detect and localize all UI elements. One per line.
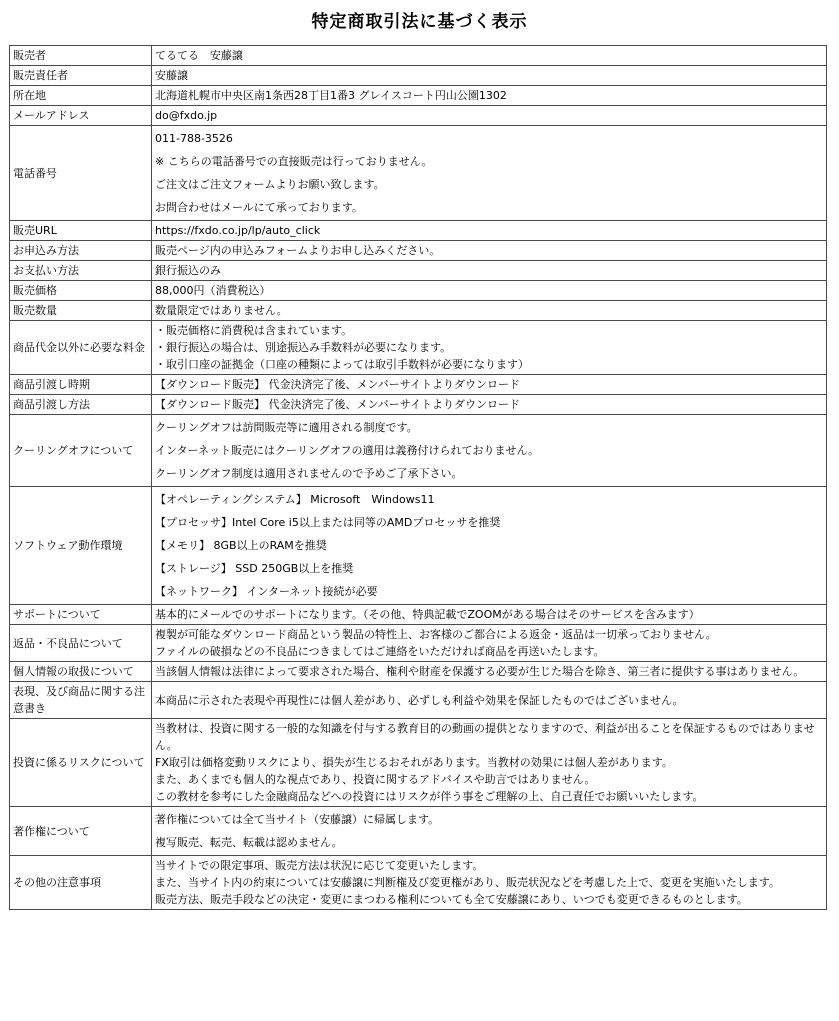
value-line: 複写販売、転売、転載は認めません。 <box>155 836 343 849</box>
value-line: 販売方法、販売手段などの決定・変更にまつわる権利についても全て安藤譲にあり、いつでも変更できるものとします。 <box>155 893 748 906</box>
table-row <box>10 719 827 807</box>
row-value <box>152 106 827 126</box>
row-label: 返品・不良品について <box>10 625 152 662</box>
value-line: 【オペレーティングシステム】 Microsoft Windows11 <box>155 493 435 506</box>
row-label: 所在地 <box>10 86 152 106</box>
table-row <box>10 301 827 321</box>
row-value <box>152 719 827 807</box>
row-label: 商品引渡し時期 <box>10 375 152 395</box>
table-row <box>10 321 827 375</box>
row-value <box>152 86 827 106</box>
row-label: 販売URL <box>10 221 152 241</box>
table-row <box>10 46 827 66</box>
value-line: 【ストレージ】 SSD 250GB以上を推奨 <box>155 562 354 575</box>
table-row <box>10 86 827 106</box>
value-line: 当教材は、投資に関する一般的な知識を付与する教育目的の動画の提供となりますので、利益が出ることを保証するものではありません。 <box>155 722 815 752</box>
row-label: ソフトウェア動作環境 <box>10 487 152 605</box>
value-line: また、当サイト内の約束については安藤譲に判断権及び変更権があり、販売状況などを考慮した上で、変更を実施いたします。 <box>155 876 780 889</box>
value-line: 販売ページ内の申込みフォームよりお申し込みください。 <box>155 244 441 257</box>
value-line: クーリングオフは訪問販売等に適用される制度です。 <box>155 421 418 434</box>
value-line: ・銀行振込の場合は、別途振込み手数料が必要になります。 <box>155 341 452 354</box>
value-line: 本商品に示された表現や再現性には個人差があり、必ずしも利益や効果を保証したものではございません。 <box>155 693 684 707</box>
value-line: 【ネットワーク】 インターネット接続が必要 <box>155 585 378 598</box>
row-value <box>152 682 827 719</box>
value-line: 数量限定ではありません。 <box>155 304 288 317</box>
value-line: 【プロセッサ】Intel Core i5以上または同等のAMDプロセッサを推奨 <box>155 516 501 529</box>
value-line: 著作権については全て当サイト（安藤譲）に帰属します。 <box>155 813 440 826</box>
row-value <box>152 241 827 261</box>
row-label: 販売価格 <box>10 281 152 301</box>
row-value <box>152 46 827 66</box>
value-line: 【ダウンロード販売】 代金決済完了後、メンバーサイトよりダウンロード <box>155 378 520 391</box>
value-line: 複製が可能なダウンロード商品という製品の特性上、お客様のご都合による返金・返品は一切承っておりません。 <box>155 628 717 641</box>
table-row <box>10 395 827 415</box>
value-line: インターネット販売にはクーリングオフの適用は義務付けられておりません。 <box>155 444 540 457</box>
row-value <box>152 856 827 910</box>
email-link[interactable]: do@fxdo.jp <box>155 109 218 122</box>
row-value <box>152 66 827 86</box>
commercial-law-table <box>9 45 827 910</box>
table-row <box>10 415 827 487</box>
page-title: 特定商取引法に基づく表示 <box>311 12 528 32</box>
table-row <box>10 375 827 395</box>
row-value <box>152 807 827 856</box>
table-row <box>10 66 827 86</box>
table-row <box>10 221 827 241</box>
row-label: 著作権について <box>10 807 152 856</box>
value-line: 011-788-3526 <box>155 132 233 145</box>
row-label: お申込み方法 <box>10 241 152 261</box>
table-row <box>10 662 827 682</box>
row-label: 販売数量 <box>10 301 152 321</box>
row-label: 表現、及び商品に関する注意書き <box>10 682 152 719</box>
row-label: 個人情報の取扱について <box>10 662 152 682</box>
row-value <box>152 281 827 301</box>
value-line: 88,000円（消費税込） <box>155 284 271 297</box>
row-value <box>152 126 827 221</box>
value-line: この教材を参考にした金融商品などへの投資にはリスクが伴う事をご理解の上、自己責任でお願いいたします。 <box>155 790 704 803</box>
value-line: 当該個人情報は法律によって要求された場合、権利や財産を保護する必要が生じた場合を除き、第三者に提供する事はありません。 <box>155 665 805 678</box>
row-value <box>152 301 827 321</box>
table-row <box>10 261 827 281</box>
value-line: 銀行振込のみ <box>155 264 221 277</box>
value-line: てるてる 安藤譲 <box>155 49 243 62</box>
table-row <box>10 605 827 625</box>
row-label: メールアドレス <box>10 106 152 126</box>
value-line: クーリングオフ制度は適用されませんので予めご了承下さい。 <box>155 467 463 480</box>
row-label: その他の注意事項 <box>10 856 152 910</box>
row-label: 販売者 <box>10 46 152 66</box>
value-line: 【メモリ】 8GB以上のRAMを推奨 <box>155 539 327 552</box>
row-value <box>152 487 827 605</box>
value-line: また、あくまでも個人的な視点であり、投資に関するアドバイスや助言ではありません。 <box>155 773 596 786</box>
value-line: ・取引口座の証拠金（口座の種類によっては取引手数料が必要になります） <box>155 358 529 371</box>
row-value <box>152 221 827 241</box>
row-label: 商品引渡し方法 <box>10 395 152 415</box>
table-row <box>10 625 827 662</box>
value-line: ・販売価格に消費税は含まれています。 <box>155 324 353 337</box>
table-row <box>10 682 827 719</box>
row-value <box>152 415 827 487</box>
value-line: お問合わせはメールにて承っております。 <box>155 201 363 214</box>
value-line: 【ダウンロード販売】 代金決済完了後、メンバーサイトよりダウンロード <box>155 398 520 411</box>
row-label: 投資に係るリスクについて <box>10 719 152 807</box>
value-line: ご注文はご注文フォームよりお願い致します。 <box>155 178 385 191</box>
sales-url-link[interactable]: https://fxdo.co.jp/lp/auto_click <box>155 224 321 237</box>
table-row <box>10 807 827 856</box>
value-line: 基本的にメールでのサポートになります。（その他、特典記載でZOOMがある場合はそのサービスを含みます） <box>155 608 700 621</box>
row-value <box>152 662 827 682</box>
table-row <box>10 106 827 126</box>
value-line: 北海道札幌市中央区南1条西28丁目1番3 グレイスコート円山公園1302 <box>155 89 507 102</box>
row-value <box>152 605 827 625</box>
row-value <box>152 395 827 415</box>
row-value <box>152 261 827 281</box>
table-row <box>10 487 827 605</box>
table-row <box>10 281 827 301</box>
row-value <box>152 625 827 662</box>
value-line: 当サイトでの限定事項、販売方法は状況に応じて変更いたします。 <box>155 859 484 872</box>
row-value <box>152 321 827 375</box>
value-line: 安藤譲 <box>155 69 188 82</box>
row-value <box>152 375 827 395</box>
table-row <box>10 856 827 910</box>
value-line: ※ こちらの電話番号での直接販売は行っておりません。 <box>155 155 433 168</box>
table-row <box>10 126 827 221</box>
value-line: FX取引は価格変動リスクにより、損失が生じるおそれがあります。当教材の効果には個人差があります。 <box>155 756 673 769</box>
row-label: クーリングオフについて <box>10 415 152 487</box>
table-row <box>10 241 827 261</box>
row-label: お支払い方法 <box>10 261 152 281</box>
value-line: ファイルの破損などの不良品につきましてはご連絡をいただければ商品を再送いたします。 <box>155 645 605 658</box>
row-label: サポートについて <box>10 605 152 625</box>
row-label: 販売責任者 <box>10 66 152 86</box>
row-label: 商品代金以外に必要な料金 <box>10 321 152 375</box>
row-label: 電話番号 <box>10 126 152 221</box>
